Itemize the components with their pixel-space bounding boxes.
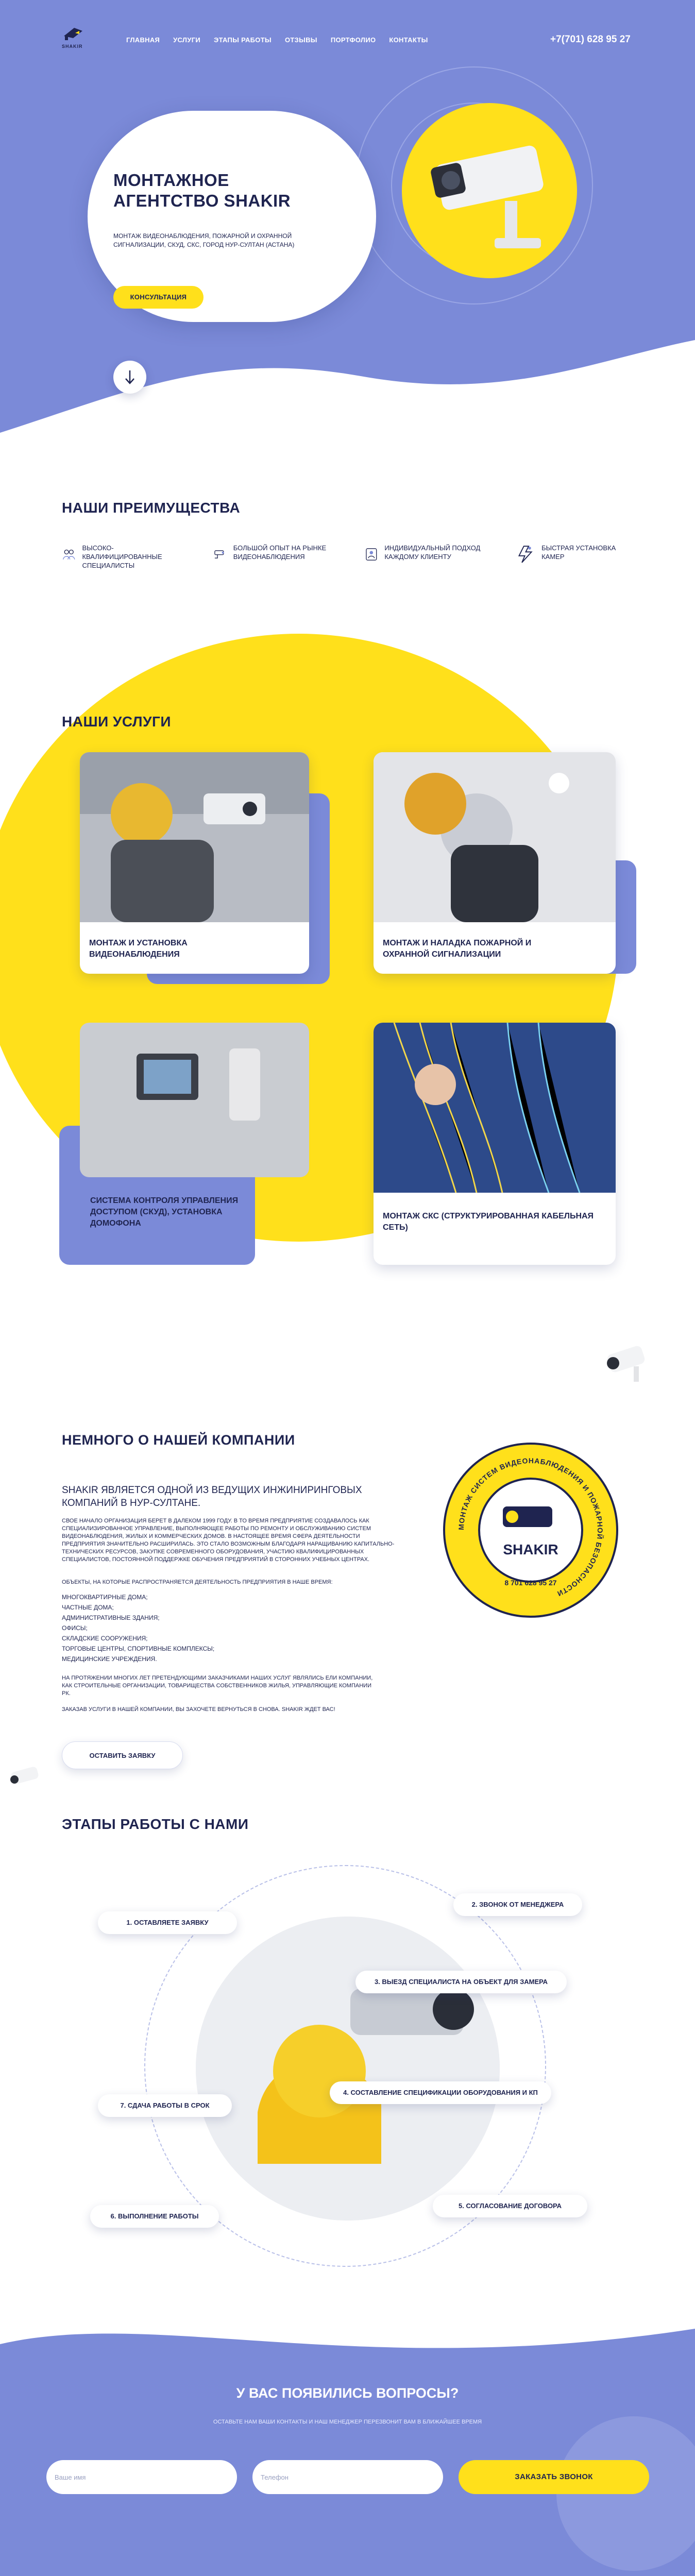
camera-illustration: [402, 103, 577, 278]
advantages-row: [62, 544, 634, 570]
services-title: НАШИ УСЛУГИ: [62, 714, 171, 730]
hero-title: МОНТАЖНОЕ АГЕНТСТВО SHAKIR: [113, 171, 291, 210]
service-title: СИСТЕМА КОНТРОЛЯ УПРАВЛЕНИЯ ДОСТУПОМ (СКУД), УСТАНОВКА ДОМОФОНА: [90, 1196, 239, 1228]
badge-phone: 8 701 628 95 27: [504, 1579, 557, 1587]
callback-phone-input[interactable]: Телефон: [252, 2460, 443, 2494]
nav-home[interactable]: ГЛАВНАЯ: [126, 36, 160, 44]
service-title: МОНТАЖ СКС (СТРУКТУРИРОВАННАЯ КАБЕЛЬНАЯ СЕТЬ): [383, 1212, 594, 1232]
about-lead: SHAKIR ЯВЛЯЕТСЯ ОДНОЙ ИЗ ВЕДУЩИХ ИНЖИНИРИНГОВЫХ КОМПАНИЙ В НУР-СУЛТАНЕ.: [62, 1485, 362, 1509]
advantage-text: БЫСТРАЯ УСТАНОВКА КАМЕР: [541, 544, 616, 561]
person-icon: [364, 544, 379, 565]
logo[interactable]: [62, 26, 88, 50]
about-paragraph: СВОЕ НАЧАЛО ОРГАНИЗАЦИЯ БЕРЕТ В ДАЛЕКОМ 1999 ГОДУ. В ТО ВРЕМЯ ПРЕДПРИЯТИЕ СОЗДАВАЛОСЬ КАК СПЕЦИАЛИЗИРОВАННОЕ УПРАВЛЕНИЕ, ВЫПОЛНЯЮЩЕЕ РАБОТЫ ПО РЕМОНТУ И ОБСЛУЖИВАНИЮ СИСТЕМ ВИДЕОНАБЛЮДЕНИЯ, ЖИЛЫХ И КОММЕРЧЕСКИХ ДОМОВ. В НАСТОЯЩЕЕ ВРЕМЯ СФЕРА ДЕЯТЕЛЬНОСТИ ПРЕДПРИЯТИЯ ЗНАЧИТЕЛЬНО РАСШИРИЛАСЬ. ЭТО СТАЛО ВОЗМОЖНЫМ БЛАГОДАРЯ НАРАЩИВАНИЮ КАПИТАЛЬНО-ТЕХНИЧЕСКИХ РЕСУРСОВ, ЗАКУПКЕ СОВРЕМЕННОГО ОБОРУДОВАНИЯ, УЧАСТИЮ КВАЛИФИЦИРОВАННЫХ СПЕЦИАЛИСТОВ, ПОСТОЯННОЙ ПОДДЕРЖКЕ ОБУЧЕНИЯ ПРЕДПРИЯТИЙ В СТОРОННИХ УЧЕБНЫХ ЦЕНТРАХ.: [62, 1518, 395, 1563]
list-item: ТОРГОВЫЕ ЦЕНТРЫ, СПОРТИВНЫЕ КОМПЛЕКСЫ;: [62, 1645, 215, 1652]
service-photo-cabling: [374, 1023, 616, 1193]
header: [0, 0, 695, 62]
list-item: МЕДИЦИНСКИЕ УЧРЕЖДЕНИЯ.: [62, 1655, 157, 1663]
stages-photo-circle: [196, 1917, 500, 2221]
advantage-text: ИНДИВИДУАЛЬНЫЙ ПОДХОД КАЖДОМУ КЛИЕНТУ: [384, 544, 481, 561]
service-card[interactable]: [374, 752, 616, 974]
nav-contacts[interactable]: КОНТАКТЫ: [389, 36, 428, 44]
about-paragraph-3: ЗАКАЗАВ УСЛУГИ В НАШЕЙ КОМПАНИИ, ВЫ ЗАХОЧЕТЕ ВЕРНУТЬСЯ В СНОВА. SHAKIR ЖДЕТ ВАС!: [62, 1706, 335, 1713]
advantage-text: БОЛЬШОЙ ОПЫТ НА РЫНКЕ ВИДЕОНАБЛЮДЕНИЯ: [233, 544, 327, 561]
list-item: МНОГОКВАРТИРНЫЕ ДОМА;: [62, 1594, 148, 1601]
badge-ring-caption: МОНТАЖ СИСТЕМ ВИДЕОНАБЛЮДЕНИЯ И ПОЖАРНОЙ БЕЗОПАСНОСТИ: [456, 1456, 605, 1598]
stage-step: 4. СОСТАВЛЕНИЕ СПЕЦИФИКАЦИИ ОБОРУДОВАНИЯ И КП: [330, 2081, 551, 2104]
badge-brand: SHAKIR: [503, 1541, 558, 1557]
floating-camera-icon: [5, 1762, 46, 1793]
callback-subtitle: ОСТАВЬТЕ НАМ ВАШИ КОНТАКТЫ И НАШ МЕНЕДЖЕР ПЕРЕЗВОНИТ ВАМ В БЛИЖАЙШЕЕ ВРЕМЯ: [213, 2419, 482, 2425]
main-nav: [126, 36, 428, 44]
arrow-down-icon: [124, 369, 135, 385]
advantages-title: НАШИ ПРЕИМУЩЕСТВА: [62, 500, 241, 516]
stage-step: 6. ВЫПОЛНЕНИЕ РАБОТЫ: [90, 2205, 219, 2228]
logo-icon: [62, 26, 84, 41]
about-list: [62, 1592, 350, 1664]
nav-portfolio[interactable]: ПОРТФОЛИО: [330, 36, 376, 44]
badge-ring-text: [445, 1445, 616, 1616]
nav-stages[interactable]: ЭТАПЫ РАБОТЫ: [214, 36, 272, 44]
logo-text: SHAKIR: [62, 44, 83, 49]
workers-icon: [62, 544, 76, 565]
leave-request-button[interactable]: ОСТАВИТЬ ЗАЯВКУ: [62, 1741, 183, 1769]
order-call-button[interactable]: ЗАКАЗАТЬ ЗВОНОК: [459, 2460, 649, 2494]
hero-photo-circle: [402, 103, 577, 278]
consultation-button[interactable]: КОНСУЛЬТАЦИЯ: [113, 286, 204, 309]
stages-photo: [196, 1917, 500, 2221]
stage-step: 7. СДАЧА РАБОТЫ В СРОК: [98, 2094, 232, 2117]
stage-step: 1. ОСТАВЛЯЕТЕ ЗАЯВКУ: [98, 1911, 237, 1934]
floating-camera-icon: [598, 1334, 654, 1391]
header-phone[interactable]: +7(701) 628 95 27: [550, 34, 631, 45]
callback-title: У ВАС ПОЯВИЛИСЬ ВОПРОСЫ?: [236, 2385, 459, 2401]
hero-wave: [0, 330, 695, 495]
service-title: МОНТАЖ И НАЛАДКА ПОЖАРНОЙ И ОХРАННОЙ СИГНАЛИЗАЦИИ: [383, 939, 532, 959]
list-item: ОФИСЫ;: [62, 1624, 88, 1632]
company-badge: [443, 1443, 618, 1618]
service-photo-fire-alarm: [374, 752, 616, 922]
nav-reviews[interactable]: ОТЗЫВЫ: [284, 36, 317, 44]
callback-background: [0, 2308, 695, 2576]
service-card[interactable]: [374, 1023, 616, 1265]
advantage-item: [213, 544, 342, 570]
about-title: НЕМНОГО О НАШЕЙ КОМПАНИИ: [62, 1432, 295, 1448]
stage-step: 3. ВЫЕЗД СПЕЦИАЛИСТА НА ОБЪЕКТ ДЛЯ ЗАМЕРА: [355, 1971, 567, 1993]
scroll-down-button[interactable]: [113, 361, 146, 394]
nav-services[interactable]: УСЛУГИ: [173, 36, 201, 44]
about-paragraph-2: НА ПРОТЯЖЕНИИ МНОГИХ ЛЕТ ПРЕТЕНДУЮЩИМИ ЗАКАЗЧИКАМИ НАШИХ УСЛУГ ЯВЛЯЛИСЬ ЕЛИ КОМПАНИИ, КАК СТРОИТЕЛЬНЫЕ ОРГАНИЗАЦИИ, ТОВАРИЩЕСТВА СОБСТВЕННИКОВ ЖИЛЬЯ, УПРАВЛЯЮЩИЕ КОМПАНИИ РК.: [62, 1675, 373, 1697]
about-list-intro: ОБЪЕКТЫ, НА КОТОРЫЕ РАСПРОСТРАНЯЕТСЯ ДЕЯТЕЛЬНОСТЬ ПРЕДПРИЯТИЯ В НАШЕ ВРЕМЯ:: [62, 1579, 333, 1585]
cctv-icon: [213, 544, 227, 565]
stages-title: ЭТАПЫ РАБОТЫ С НАМИ: [62, 1816, 249, 1832]
service-photo-intercom: [80, 1023, 309, 1177]
stage-step: 2. ЗВОНОК ОТ МЕНЕДЖЕРА: [453, 1893, 582, 1916]
service-card-intercom[interactable]: [80, 1023, 309, 1265]
advantage-text: ВЫСОКО-КВАЛИФИЦИРОВАННЫЕ СПЕЦИАЛИСТЫ: [82, 544, 162, 569]
list-item: АДМИНИСТРАТИВНЫЕ ЗДАНИЯ;: [62, 1614, 160, 1621]
advantage-item: [62, 544, 191, 570]
stage-step: 5. СОГЛАСОВАНИЕ ДОГОВОРА: [433, 2195, 587, 2217]
callback-name-input[interactable]: Ваше имя: [46, 2460, 237, 2494]
advantage-item: [364, 544, 493, 570]
hero-subtitle: МОНТАЖ ВИДЕОНАБЛЮДЕНИЯ, ПОЖАРНОЙ И ОХРАННОЙ СИГНАЛИЗАЦИИ, СКУД, СКС, ГОРОД НУР-СУЛТАН (АСТАНА): [113, 232, 295, 248]
service-card[interactable]: [80, 752, 309, 974]
list-item: СКЛАДСКИЕ СООРУЖЕНИЯ;: [62, 1635, 148, 1642]
service-photo-cctv: [80, 752, 309, 922]
list-item: ЧАСТНЫЕ ДОМА;: [62, 1604, 114, 1611]
service-title: МОНТАЖ И УСТАНОВКА ВИДЕОНАБЛЮДЕНИЯ: [89, 939, 188, 959]
fast-icon: [515, 544, 535, 565]
advantage-item: [515, 544, 634, 570]
